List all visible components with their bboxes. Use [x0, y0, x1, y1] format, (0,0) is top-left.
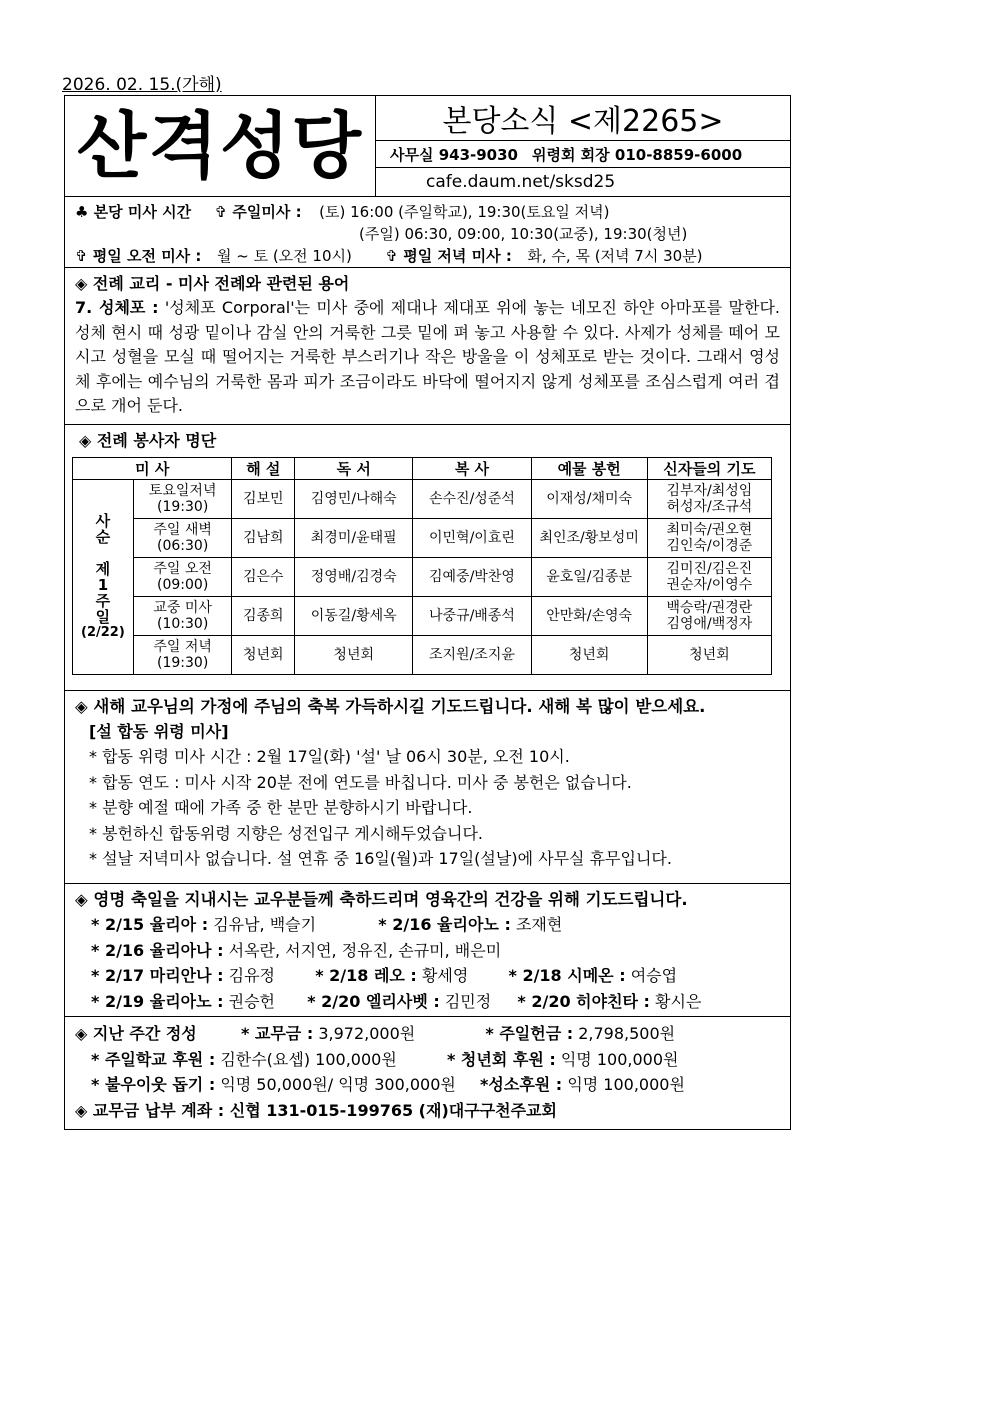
weekday-pm-label: ✞ 평일 저녁 미사 : [385, 247, 512, 265]
office-phone: 사무실 943-9030 [390, 145, 518, 164]
prayer-cell: 김미진/김은진 권순자/이영수 [647, 558, 771, 597]
weekday-pm-times: 화, 수, 목 (저녁 7시 30분) [527, 247, 703, 265]
liturgy-section [65, 268, 790, 425]
servers-section [65, 425, 790, 691]
table-row [73, 480, 772, 519]
offertory-cell: 청년회 [531, 636, 647, 675]
reading-cell: 김영민/나해숙 [295, 480, 413, 519]
commentary-cell: 김남희 [232, 519, 295, 558]
feast-line: * 2/17 마리안나 : 김유정 * 2/18 레오 : 황세영 * 2/18 시메온 : 여승엽 [91, 966, 678, 985]
memorial-mass-title: [설 합동 위령 미사] [89, 722, 229, 741]
bulletin-date: 2026. 02. 15.(가해) [62, 75, 222, 95]
reading-cell: 청년회 [295, 636, 413, 675]
list-item: * 분향 예절 때에 가족 중 한 분만 분향하시기 바랍니다. [89, 798, 473, 817]
sunday-mass-line1: (토) 16:00 (주일학교), 19:30(토요일 저녁) [319, 203, 610, 221]
mass-name: 토요일저녁 (19:30) [133, 480, 232, 519]
bulletin-header [65, 96, 790, 197]
altar-cell: 나중규/배종석 [413, 597, 531, 636]
feast-line: * 2/16 율리아나 : 서옥란, 서지연, 정유진, 손규미, 배은미 [91, 940, 502, 960]
weekday-am-label: ✞ 평일 오전 미사 : [75, 247, 202, 265]
liturgy-body: '성체포 Corporal'는 미사 중에 제대나 제대포 위에 놓는 네모진 하얀 아마포를 말한다. 성체 현시 때 성광 밑이나 감실 안의 거룩한 그릇 밑에 펴 놓고 사용할 수 있다. 사제가 성체를 떼어 모시고 성혈을 모실 때 떨어지는 거룩한 부스러기나 작은 방울을 이 성체포로 받는 것이다. 그래서 영성체 후에는 예수님의 거룩한 몸과 피가 조금이라도 바닥에 떨어지지 않게 성체포를 조심스럽게 여러 겹으로 개어 둔다. [75, 298, 780, 415]
offering-line: ◈ 지난 주간 정성 * 교무금 : 3,972,000원 * 주일헌금 : 2,798,500원 [75, 1024, 676, 1043]
contact-row [376, 141, 790, 168]
feast-heading: ◈ 영명 축일을 지내시는 교우분들께 축하드리며 영육간의 건강을 위해 기도드립니다. [75, 890, 688, 909]
council-phone: 위령회 회장 010-8859-6000 [531, 145, 743, 164]
weekday-am-times: 월 ~ 토 (오전 10시) [216, 247, 352, 265]
servers-heading: ◈ 전례 봉사자 명단 [79, 431, 217, 450]
prayer-cell: 김부자/최성임 허성자/조규석 [647, 480, 771, 519]
newyear-heading: ◈ 새해 교우님의 가정에 주님의 축복 가득하시길 기도드립니다. 새해 복 많이 받으세요. [75, 697, 706, 716]
header-info [376, 96, 790, 196]
table-row [73, 636, 772, 675]
altar-cell: 손수진/성준석 [413, 480, 531, 519]
bulletin-sheet [64, 95, 791, 1130]
servers-header-row [73, 458, 772, 480]
offertory-cell: 안만화/손영숙 [531, 597, 647, 636]
list-item: * 설날 저녁미사 없습니다. 설 연휴 중 16일(월)과 17일(설날)에 사무실 휴무입니다. [89, 849, 672, 868]
mass-name: 주일 저녁 (19:30) [133, 636, 232, 675]
feast-section [65, 884, 790, 1017]
prayer-cell: 백승락/권경란 김영애/백정자 [647, 597, 771, 636]
col-commentary: 해 설 [232, 458, 295, 480]
mass-name: 주일 새벽 (06:30) [133, 519, 232, 558]
liturgy-text [75, 296, 780, 419]
commentary-cell: 김은수 [232, 558, 295, 597]
mass-times-section [65, 197, 790, 268]
commentary-cell: 김종희 [232, 597, 295, 636]
table-row [73, 519, 772, 558]
altar-cell: 이민혁/이효린 [413, 519, 531, 558]
offertory-cell: 최인조/황보성미 [531, 519, 647, 558]
parish-title: 산격성당 [76, 103, 364, 188]
altar-cell: 김예중/박찬영 [413, 558, 531, 597]
cafe-url: cafe.daum.net/sksd25 [426, 172, 616, 192]
prayer-cell: 청년회 [647, 636, 771, 675]
sunday-mass-line2: (주일) 06:30, 09:00, 10:30(교중), 19:30(청년) [359, 225, 688, 243]
offertory-cell: 이재성/채미숙 [531, 480, 647, 519]
newyear-section [65, 691, 790, 884]
mass-name: 주일 오전 (09:00) [133, 558, 232, 597]
liturgy-term: 7. 성체포 : [75, 298, 159, 317]
list-item: * 합동 연도 : 미사 시작 20분 전에 연도를 바칩니다. 미사 중 봉헌은 없습니다. [89, 772, 632, 792]
account-info: ◈ 교무금 납부 계좌 : 신협 131-015-199765 (재)대구구천주교회 [75, 1100, 557, 1120]
offering-line: * 불우이웃 돕기 : 익명 50,000원/ 익명 300,000원 *성소후원 : 익명 100,000원 [91, 1075, 685, 1094]
offering-section [65, 1017, 790, 1129]
feast-line: * 2/19 율리아노 : 권승헌 * 2/20 엘리사벳 : 김민정 * 2/20 히야친타 : 황시은 [91, 991, 702, 1011]
liturgy-heading: ◈ 전례 교리 - 미사 전례와 관련된 용어 [75, 274, 350, 293]
mass-name: 교중 미사 (10:30) [133, 597, 232, 636]
list-item: * 봉헌하신 합동위령 지향은 성전입구 게시해두었습니다. [89, 823, 484, 843]
col-mass: 미 사 [73, 458, 232, 480]
offertory-cell: 윤호일/김종분 [531, 558, 647, 597]
parish-title-box [65, 96, 376, 196]
table-row [73, 597, 772, 636]
col-reading: 독 서 [295, 458, 413, 480]
sunday-mass-label: ✞ 주일미사 : [214, 203, 302, 221]
col-offertory: 예물 봉헌 [531, 458, 647, 480]
offering-line: * 주일학교 후원 : 김한수(요셉) 100,000원 * 청년회 후원 : 익명 100,000원 [91, 1049, 679, 1069]
issue-number: 본당소식 <제2265> [376, 96, 790, 141]
mass-times-label: ♣ 본당 미사 시간 [75, 203, 192, 221]
col-prayer: 신자들의 기도 [647, 458, 771, 480]
offering-heading: ◈ 지난 주간 정성 [75, 1024, 197, 1043]
commentary-cell: 청년회 [232, 636, 295, 675]
commentary-cell: 김보민 [232, 480, 295, 519]
lent-week-label: 사 순 제 1 주 일 (2/22) [73, 480, 134, 675]
list-item: * 합동 위령 미사 시간 : 2월 17일(화) '설' 날 06시 30분, 오전 10시. [89, 747, 570, 766]
altar-cell: 조지원/조지윤 [413, 636, 531, 675]
feast-line: * 2/15 율리아 : 김유남, 백슬기 * 2/16 율리아노 : 조재현 [91, 915, 563, 934]
table-row [73, 558, 772, 597]
reading-cell: 최경미/윤태필 [295, 519, 413, 558]
reading-cell: 정영배/김경숙 [295, 558, 413, 597]
prayer-cell: 최미숙/권오현 김인숙/이경준 [647, 519, 771, 558]
col-altar: 복 사 [413, 458, 531, 480]
reading-cell: 이동길/황세옥 [295, 597, 413, 636]
servers-table [72, 457, 772, 675]
